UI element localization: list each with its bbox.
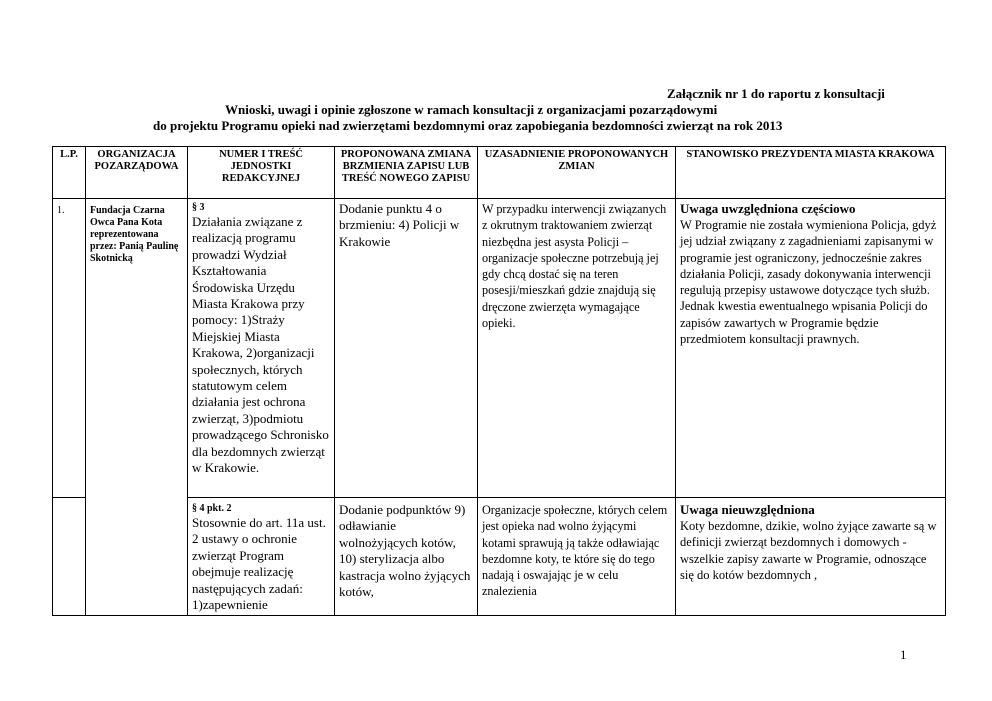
table-header-row xyxy=(53,147,946,199)
consultation-table xyxy=(52,146,946,616)
justification-text: W przypadku interwencji związanych z okrutnym traktowaniem zwierząt niezbędna jest asysta Policji – organizacje społeczne potrzebują jej gdy chcą dostać się na teren posesji/mieszkań gdzie znajdują się dręczone zwierzęta wymagające opieki. xyxy=(478,199,676,498)
proposal-text: Dodanie podpunktów 9) odławianie wolnożyjących kotów, 10) sterylizacja albo kastracja wolno żyjących kotów, xyxy=(335,498,478,616)
unit-text: Stosownie do art. 11a ust. 2 ustawy o ochronie zwierząt Program obejmuje realizację następujących zadań: 1)zapewnienie xyxy=(192,515,326,613)
page-number: 1 xyxy=(900,647,907,662)
row-number: 1. xyxy=(53,199,86,498)
unit-cell xyxy=(188,498,335,616)
row-number-empty xyxy=(53,498,86,616)
column-header-organization: ORGANIZACJA POZARZĄDOWA xyxy=(86,147,188,199)
organization-name: Fundacja Czarna Owca Pana Kota reprezentowana przez: Panią Paulinę Skotnicką xyxy=(86,199,188,616)
column-header-unit: NUMER I TREŚĆ JEDNOSTKI REDAKCYJNEJ xyxy=(188,147,335,199)
unit-text: Działania związane z realizacją programu prowadzi Wydział Kształtowania Środowiska Urzędu Miasta Krakowa przy pomocy: 1)Straży Miejskiej Miasta Krakowa, 2)organizacji społecznych, których statutowym celem działania jest ochrona zwierząt, 3)podmiotu prowadzącego Schronisko dla bezdomnych zwierząt w Krakowie. xyxy=(192,214,329,476)
position-verdict: Uwaga nieuwzględniona xyxy=(680,502,815,517)
position-text: W Programie nie została wymieniona Policja, gdyż jej udział związany z zagadnieniami zapisanymi w programie jest ograniczony, jednocześnie zakres działania Policji, zasady dokonywania interwencji regulują przepisy ustawowe dotyczące tych służb. Jednak kwestia ewentualnego wpisania Policji do zapisów zawartych w Programie będzie przedmiotem konsultacji prawnych. xyxy=(680,218,937,347)
section-label: § 3 xyxy=(192,202,205,213)
column-header-lp: L.P. xyxy=(53,147,86,199)
column-header-justification: UZASADNIENIE PROPONOWANYCH ZMIAN xyxy=(478,147,676,199)
table-row xyxy=(53,199,946,498)
justification-text: Organizacje społeczne, których celem jest opieka nad wolno żyjącymi kotami sprawują ją także odławiając bezdomne koty, te które się do tego nadają i oswajając je w celu znalezienia xyxy=(478,498,676,616)
document-title-line-2: do projektu Programu opieki nad zwierzętami bezdomnymi oraz zapobiegania bezdomności zwierząt na rok 2013 xyxy=(153,118,783,133)
column-header-proposal: PROPONOWANA ZMIANA BRZMIENIA ZAPISU LUB TREŚĆ NOWEGO ZAPISU xyxy=(335,147,478,199)
document-title-line-1: Wnioski, uwagi i opinie zgłoszone w ramach konsultacji z organizacjami pozarządowymi xyxy=(225,102,718,117)
proposal-text: Dodanie punktu 4 o brzmieniu: 4) Policji w Krakowie xyxy=(335,199,478,498)
column-header-position: STANOWISKO PREZYDENTA MIASTA KRAKOWA xyxy=(676,147,946,199)
unit-cell xyxy=(188,199,335,498)
section-label: § 4 pkt. 2 xyxy=(192,503,232,514)
position-text: Koty bezdomne, dzikie, wolno żyjące zawarte są w definicji zwierząt bezdomnych i domowych - wszelkie zapisy zawarte w Programie, odnoszące się do kotów bezdomnych , xyxy=(680,519,937,582)
position-cell xyxy=(676,199,946,498)
position-cell xyxy=(676,498,946,616)
annex-title: Załącznik nr 1 do raportu z konsultacji xyxy=(667,86,885,101)
position-verdict: Uwaga uwzględniona częściowo xyxy=(680,201,856,216)
